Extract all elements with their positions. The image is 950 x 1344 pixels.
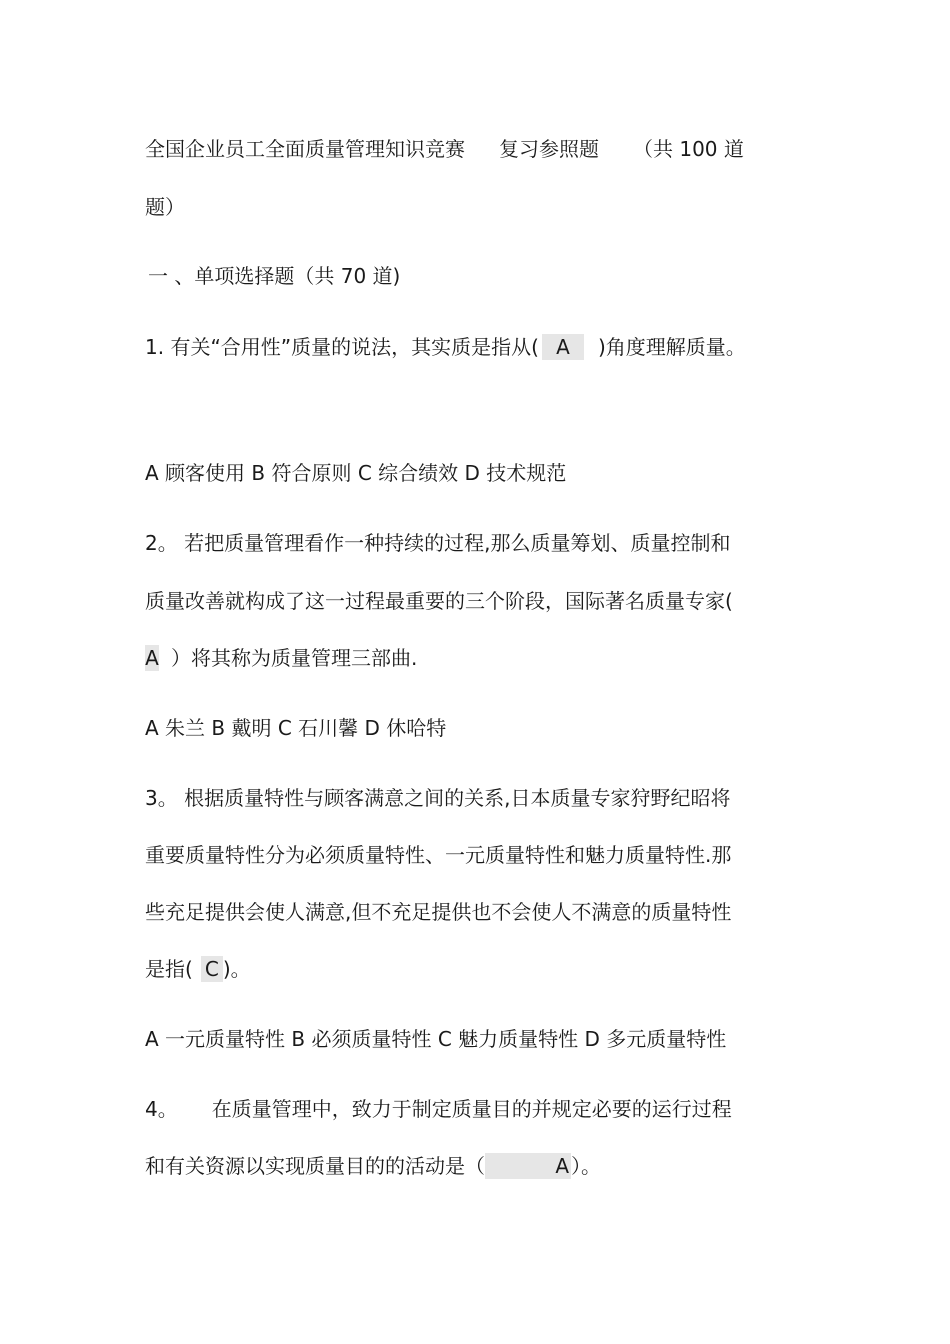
question-2-answer: A [145, 646, 159, 670]
section-heading [148, 263, 400, 289]
question-4-answer: A [485, 1153, 571, 1179]
document-title-line-1 [145, 136, 744, 162]
question-4-text-2: 和有关资源以实现质量目的的活动是（ [145, 1154, 485, 1178]
question-1-text: 1. 有关“合用性”质量的说法，其实质是指从( [145, 335, 539, 359]
question-3-line-3 [145, 899, 731, 925]
question-3-text-4: 是指( [145, 957, 193, 981]
question-1-answer: A [542, 334, 584, 360]
question-2-options-text: A 朱兰 B 戴明 C 石川馨 D 休哈特 [145, 716, 447, 740]
question-2-line-2 [145, 588, 733, 614]
question-1-options [145, 460, 566, 486]
section-heading-text: 一 、单项选择题（共 70 道) [148, 264, 401, 288]
question-1-text-end: )角度理解质量。 [597, 335, 746, 359]
title-sub: 复习参照题 [499, 137, 599, 161]
question-2-text-2: 质量改善就构成了这一过程最重要的三个阶段，国际著名质量专家( [145, 589, 733, 613]
question-4-text-1: 在质量管理中，致力于制定质量目的并规定必要的运行过程 [211, 1097, 732, 1121]
question-4-line-1 [145, 1096, 732, 1122]
question-3-text-2: 重要质量特性分为必须质量特性、一元质量特性和魅力质量特性.那 [145, 843, 732, 867]
question-4-number: 4。 [145, 1097, 178, 1121]
question-1-options-text: A 顾客使用 B 符合原则 C 综合绩效 D 技术规范 [145, 461, 567, 485]
question-3-text-4-end: )。 [222, 957, 251, 981]
question-3-text-3: 些充足提供会使人满意,但不充足提供也不会使人不满意的质量特性 [145, 900, 732, 924]
question-2-line-3 [145, 645, 417, 671]
question-3-line-4 [145, 956, 251, 982]
question-3-line-2 [145, 842, 731, 868]
title-count: （共 100 道 [633, 137, 744, 161]
question-3-text-1: 3。 根据质量特性与顾客满意之间的关系,日本质量专家狩野纪昭将 [145, 786, 731, 810]
question-2-text-3: ）将其称为质量管理三部曲. [171, 646, 418, 670]
title-main: 全国企业员工全面质量管理知识竞赛 [145, 137, 465, 161]
title-count-tail: 题） [145, 195, 185, 219]
question-3-answer: C [201, 956, 223, 982]
question-4-line-2 [145, 1153, 601, 1179]
question-1-line-1 [145, 334, 746, 360]
question-3-line-1 [145, 785, 730, 811]
document-title-line-2 [145, 194, 185, 220]
question-2-options [145, 715, 446, 741]
question-3-options [145, 1026, 726, 1052]
question-3-options-text: A 一元质量特性 B 必须质量特性 C 魅力质量特性 D 多元质量特性 [145, 1027, 727, 1051]
question-4-text-2-end: ）。 [571, 1154, 601, 1178]
question-2-line-1 [145, 530, 730, 556]
question-2-text-1: 2。 若把质量管理看作一种持续的过程,那么质量筹划、质量控制和 [145, 531, 731, 555]
